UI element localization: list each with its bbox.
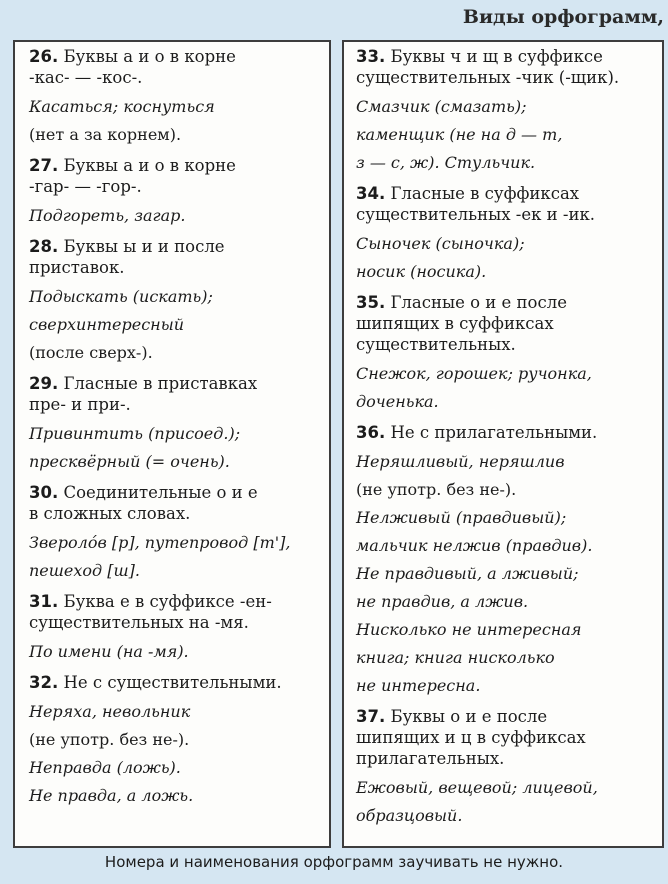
rule-block xyxy=(29,46,321,149)
rule-heading-line: Буква е в суффиксе -ен- xyxy=(63,592,272,611)
example-line: Привинтить (присоед.); xyxy=(29,424,241,443)
example-line: пешеход [ш]. xyxy=(29,561,141,580)
example-line: з — с, ж). Стульчик. xyxy=(356,153,536,172)
example-line: Звероло́в [р], путепровод [т'], xyxy=(29,533,291,552)
rule-heading-line: Гласные в приставках xyxy=(63,374,258,393)
rule-heading-line: Буквы о и е после xyxy=(390,707,548,726)
rule-heading xyxy=(29,373,321,415)
example-line: По имени (на -мя). xyxy=(29,642,189,661)
rule-heading-line: Не с существительными. xyxy=(63,673,282,692)
rule-heading xyxy=(29,46,321,88)
rule-heading xyxy=(356,292,654,355)
rule-number: 33. xyxy=(356,47,386,66)
rule-number: 34. xyxy=(356,184,386,203)
rule-heading-line: Буквы ы и и после xyxy=(63,237,225,256)
example-line: мальчик нелжив (правдив). xyxy=(356,536,593,555)
example-line: Сыночек (сыночка); xyxy=(356,234,525,253)
rule-heading-line: существительных -чик (-щик). xyxy=(356,68,620,87)
example-line: Неряха, невольник xyxy=(29,702,191,721)
rule-heading-line: Гласные о и е после xyxy=(390,293,567,312)
rule-number: 28. xyxy=(29,237,59,256)
rule-block xyxy=(356,183,654,286)
note-line: (не употр. без не-). xyxy=(29,730,190,749)
rule-heading-line: в сложных словах. xyxy=(29,504,191,523)
rule-heading-line: шипящих в суффиксах xyxy=(356,314,554,333)
rule-heading xyxy=(356,183,654,225)
rule-heading-line: Буквы а и о в корне xyxy=(63,156,236,175)
rule-heading-line: приставок. xyxy=(29,258,125,277)
example-line: Неправда (ложь). xyxy=(29,758,181,777)
example-line: каменщик (не на д — т, xyxy=(356,125,563,144)
rule-block xyxy=(29,591,321,666)
example-line: книга; книга нисколько xyxy=(356,648,555,667)
example-line: Не правдивый, а лживый; xyxy=(356,564,579,583)
rule-heading-line: шипящих и ц в суффиксах xyxy=(356,728,586,747)
rule-heading-line: -кас- — -кос-. xyxy=(29,68,143,87)
right-column xyxy=(342,40,664,848)
rule-heading-line: Буквы а и о в корне xyxy=(63,47,236,66)
example-line: Нисколько не интересная xyxy=(356,620,582,639)
rule-block xyxy=(356,292,654,416)
rule-heading xyxy=(356,46,654,88)
rule-heading xyxy=(356,706,654,769)
rule-block xyxy=(356,46,654,177)
rule-block xyxy=(29,672,321,810)
example-line: пресквёрный (= очень). xyxy=(29,452,230,471)
rule-block xyxy=(29,236,321,367)
rule-heading-line: -гар- — -гор-. xyxy=(29,177,142,196)
note-line: (после сверх-). xyxy=(29,343,153,362)
rule-block xyxy=(29,373,321,476)
rule-block xyxy=(356,706,654,830)
rule-block xyxy=(29,155,321,230)
rule-number: 32. xyxy=(29,673,59,692)
example-line: Не правда, а ложь. xyxy=(29,786,194,805)
example-line: образцовый. xyxy=(356,806,463,825)
rule-heading-line: существительных -ек и -ик. xyxy=(356,205,596,224)
rule-heading-line: существительных на -мя. xyxy=(29,613,249,632)
example-line: Снежок, горошек; ручонка, xyxy=(356,364,592,383)
rule-heading-line: Гласные в суффиксах xyxy=(390,184,580,203)
example-line: не интересна. xyxy=(356,676,481,695)
rule-number: 26. xyxy=(29,47,59,66)
rule-heading xyxy=(356,422,654,443)
rule-heading xyxy=(29,236,321,278)
rule-number: 31. xyxy=(29,592,59,611)
left-column xyxy=(13,40,331,848)
example-line: Ежовый, вещевой; лицевой, xyxy=(356,778,598,797)
example-line: Неряшливый, неряшлив xyxy=(356,452,565,471)
rule-heading-line: Соединительные о и е xyxy=(63,483,258,502)
rule-heading-line: прилагательных. xyxy=(356,749,505,768)
rule-number: 36. xyxy=(356,423,386,442)
page-title: Виды орфограмм, xyxy=(462,6,664,28)
rule-number: 37. xyxy=(356,707,386,726)
note-line: (нет а за корнем). xyxy=(29,125,182,144)
rule-block xyxy=(29,482,321,585)
rule-number: 27. xyxy=(29,156,59,175)
example-line: носик (носика). xyxy=(356,262,487,281)
rule-heading-line: пре- и при-. xyxy=(29,395,131,414)
example-line: доченька. xyxy=(356,392,439,411)
example-line: Нелживый (правдивый); xyxy=(356,508,567,527)
example-line: сверхинтересный xyxy=(29,315,185,334)
rule-number: 35. xyxy=(356,293,386,312)
example-line: Подыскать (искать); xyxy=(29,287,213,306)
footer-note: Номера и наименования орфограмм заучивать не нужно. xyxy=(104,853,564,871)
example-line: Касаться; коснуться xyxy=(29,97,215,116)
rule-heading xyxy=(29,672,321,693)
example-line: не правдив, а лжив. xyxy=(356,592,529,611)
rule-heading xyxy=(29,155,321,197)
rule-heading-line: существительных. xyxy=(356,335,516,354)
rule-heading xyxy=(29,482,321,524)
rule-number: 29. xyxy=(29,374,59,393)
rule-number: 30. xyxy=(29,483,59,502)
rule-heading-line: Буквы ч и щ в суффиксе xyxy=(390,47,603,66)
note-line: (не употр. без не-). xyxy=(356,480,517,499)
rule-block xyxy=(356,422,654,700)
example-line: Подгореть, загар. xyxy=(29,206,186,225)
rule-heading xyxy=(29,591,321,633)
rule-heading-line: Не с прилагательными. xyxy=(390,423,598,442)
example-line: Смазчик (смазать); xyxy=(356,97,527,116)
